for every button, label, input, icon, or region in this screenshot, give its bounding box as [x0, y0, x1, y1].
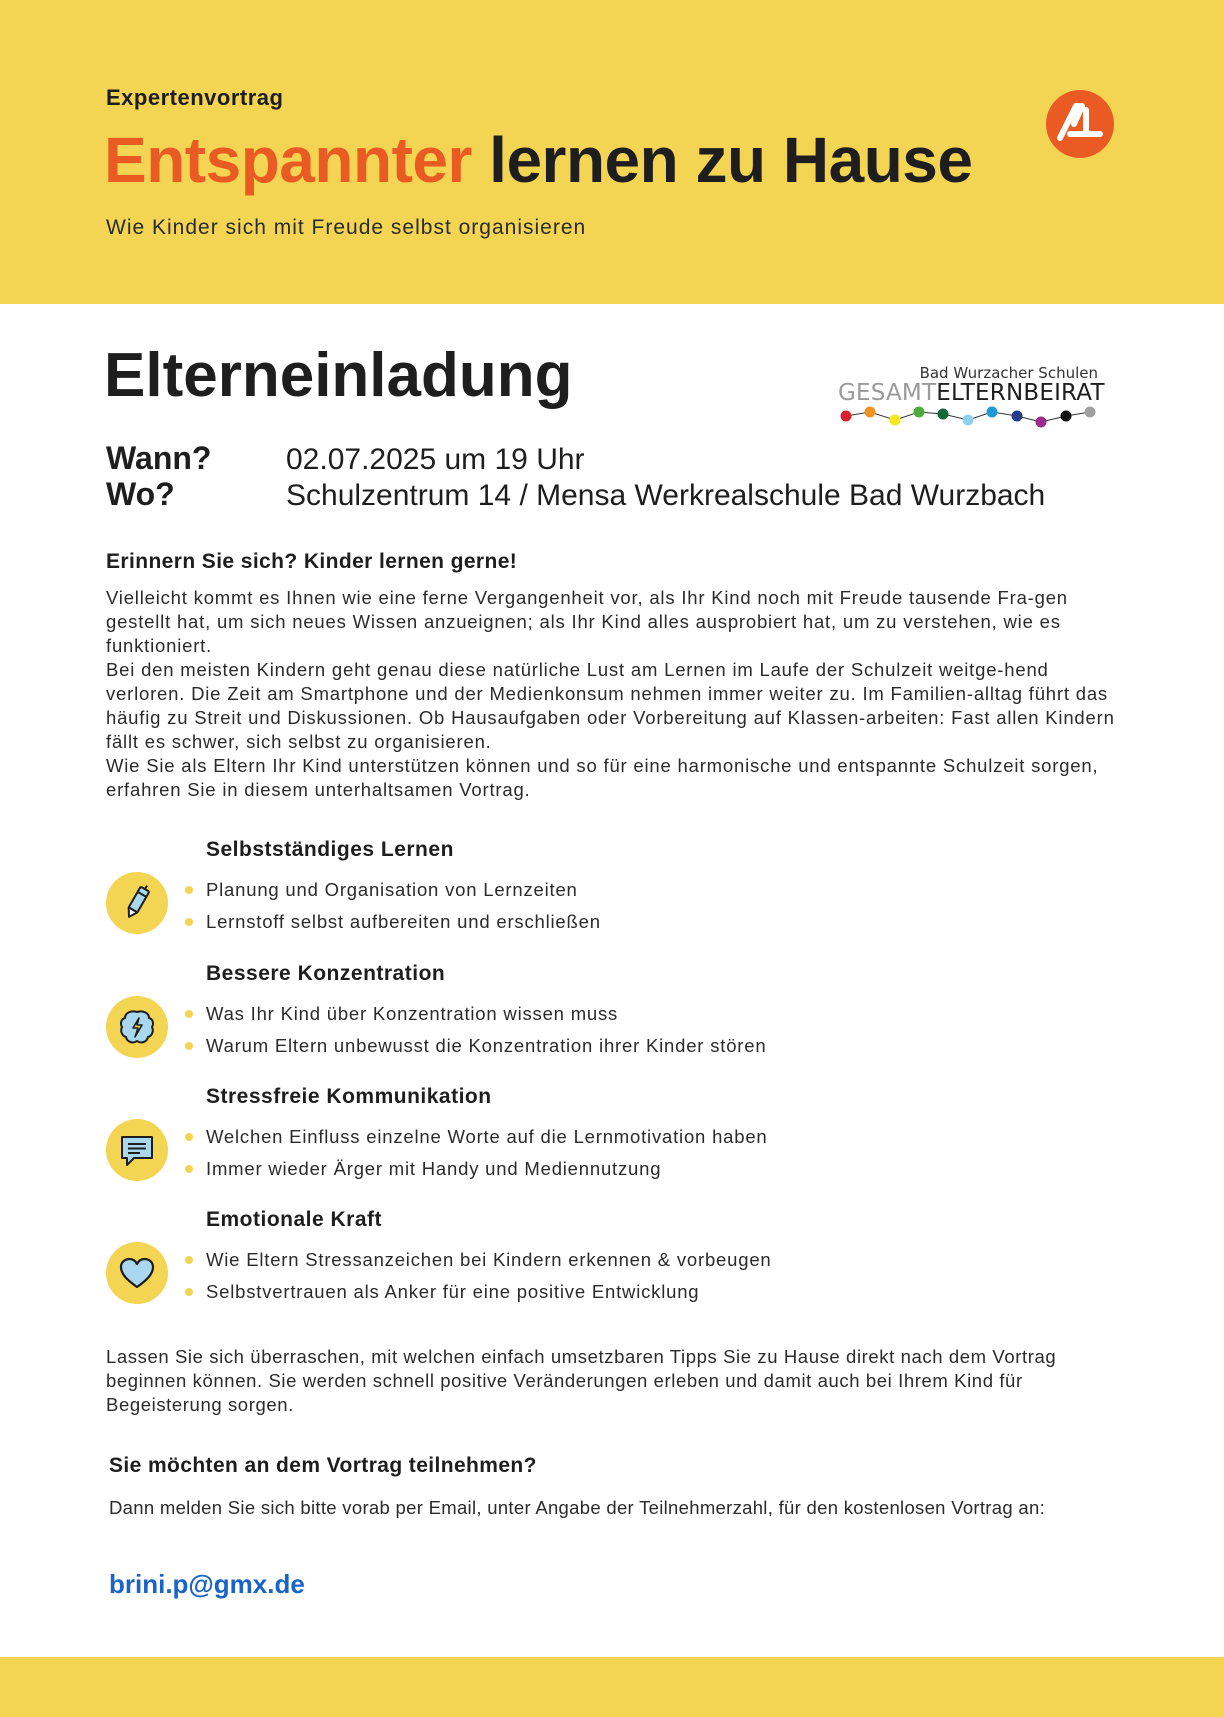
topic-bullets [206, 874, 601, 938]
intro-paragraph: Wie Sie als Eltern Ihr Kind unterstützen können und so für eine harmonische und entspannte Schulzeit sorgen, erfahren Sie in diesem unterhaltsamen Vortrag. [106, 755, 1099, 800]
topic-title: Stressfreie Kommunikation [206, 1085, 492, 1108]
bullet-item: Warum Eltern unbewusst die Konzentration ihrer Kinder stören [206, 1030, 766, 1062]
cta-heading: Sie möchten an dem Vortrag teilnehmen? [109, 1454, 537, 1477]
heart-icon [117, 1253, 157, 1293]
topic-bessere-konzentration [106, 962, 1106, 1074]
when-value: 02.07.2025 um 19 Uhr [286, 443, 585, 476]
intro-text [106, 586, 1126, 802]
topic-title: Bessere Konzentration [206, 962, 446, 985]
intro-paragraph: Bei den meisten Kindern geht genau diese natürliche Lust am Lernen im Laufe der Schulzeit weitge-hend verloren. Die Zeit am Smartphone und der Medienkonsum nehmen immer weiter zu. Im Familien-alltag führt das häufig zu Streit und Diskussionen. Ob Hausaufgaben oder Vorbereitung auf Klassen-arbeiten: Fast allen Kindern fällt es schwer, sich selbst zu organisieren. [106, 659, 1115, 752]
bullet-item: Was Ihr Kind über Konzentration wissen muss [206, 998, 766, 1030]
title-rest: lernen zu Hause [489, 124, 973, 196]
pen-icon [117, 883, 157, 923]
school-logo [836, 362, 1105, 440]
bullet-item: Lernstoff selbst aufbereiten und erschließen [206, 906, 601, 938]
main-title [104, 122, 972, 198]
topic-stressfreie-kommunikation [106, 1085, 1106, 1197]
school-logo-top: Bad Wurzacher Schulen [919, 364, 1098, 382]
speech-bubble-icon [117, 1130, 157, 1170]
email-link[interactable]: brini.p@gmx.de [109, 1569, 305, 1599]
kicker-label: Expertenvortrag [106, 85, 284, 110]
topic-icon-circle [106, 1242, 168, 1304]
topic-bullets [206, 998, 766, 1062]
where-value: Schulzentrum 14 / Mensa Werkrealschule Bad Wurzbach [286, 479, 1046, 512]
colored-dots-icon [836, 406, 1100, 438]
closing-text: Lassen Sie sich überraschen, mit welchen einfach umsetzbaren Tipps Sie zu Hause direkt nach dem Vortrag beginnen können. Sie werden schnell positive Veränderungen erleben und damit auch bei Ihrem Kind für Begeisterung sorgen. [106, 1346, 1057, 1415]
topic-selbststaendiges-lernen [106, 838, 1106, 950]
subtitle: Wie Kinder sich mit Freude selbst organisieren [106, 216, 587, 239]
topic-icon-circle [106, 996, 168, 1058]
topic-icon-circle [106, 872, 168, 934]
topic-emotionale-kraft [106, 1208, 1106, 1320]
header-band [0, 0, 1224, 304]
topic-bullets [206, 1121, 768, 1185]
footer-band [0, 1657, 1224, 1717]
invite-heading: Elterneinladung [104, 341, 573, 410]
al-logo-icon [1046, 90, 1114, 158]
topic-title: Emotionale Kraft [206, 1208, 383, 1231]
bullet-item: Welchen Einfluss einzelne Worte auf die Lernmotivation haben [206, 1121, 768, 1153]
bullet-item: Planung und Organisation von Lernzeiten [206, 874, 601, 906]
topic-icon-circle [106, 1119, 168, 1181]
topic-bullets [206, 1244, 772, 1308]
intro-paragraph: Vielleicht kommt es Ihnen wie eine ferne Vergangenheit vor, als Ihr Kind noch mit Freude tausende Fra-gen gestellt hat, um sich neues Wissen anzueignen; als Ihr Kind alles ausprobiert hat, um zu verstehen, wie es funktioniert. [106, 587, 1068, 656]
where-label: Wo? [106, 476, 175, 512]
intro-heading: Erinnern Sie sich? Kinder lernen gerne! [106, 550, 518, 573]
cta-text: Dann melden Sie sich bitte vorab per Email, unter Angabe der Teilnehmerzahl, für den kostenlosen Vortrag an: [109, 1497, 1046, 1518]
bullet-item: Wie Eltern Stressanzeichen bei Kindern erkennen & vorbeugen [206, 1244, 772, 1276]
school-logo-name: GESAMTELTERNBEIRAT [838, 380, 1105, 406]
title-accent: Entspannter [104, 124, 472, 196]
topic-title: Selbstständiges Lernen [206, 838, 454, 861]
bullet-item: Selbstvertrauen als Anker für eine positive Entwicklung [206, 1276, 772, 1308]
brain-icon [117, 1007, 157, 1047]
bullet-item: Immer wieder Ärger mit Handy und Mediennutzung [206, 1153, 768, 1185]
when-label: Wann? [106, 440, 212, 476]
